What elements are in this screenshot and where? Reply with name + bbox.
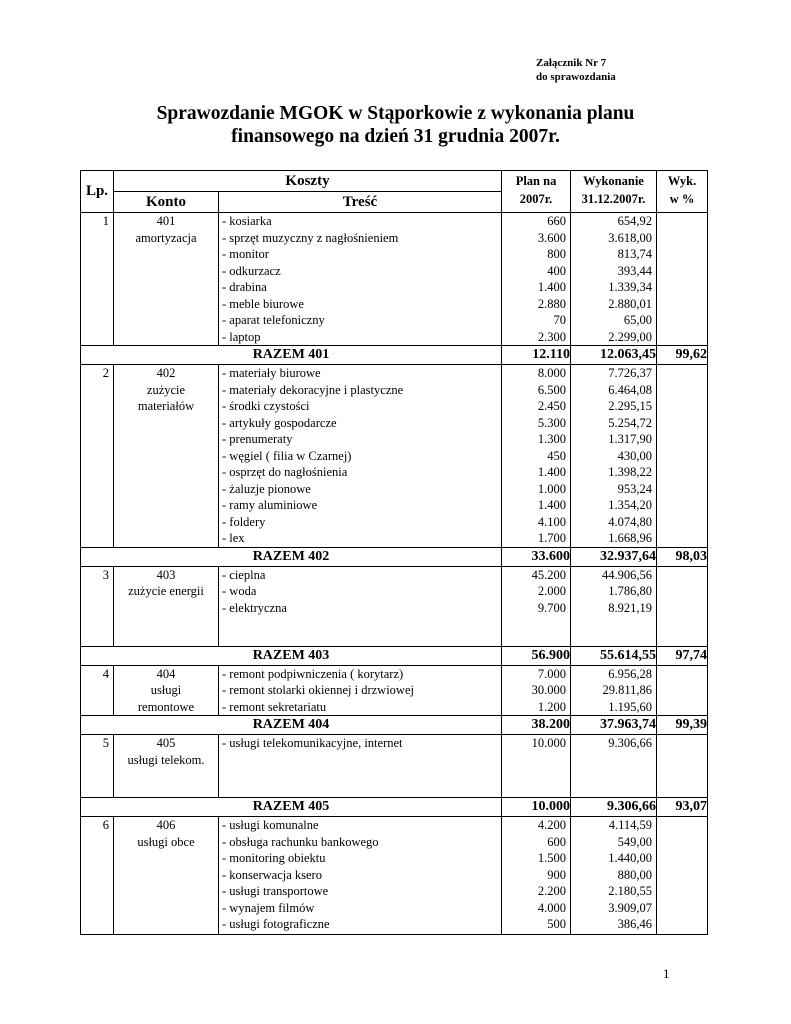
account-line: 402 (156, 366, 176, 380)
annex-line-1: Załącznik Nr 7 (536, 57, 607, 69)
item-description: - aparat telefoniczny (222, 313, 325, 327)
item-description: - usługi komunalne (222, 818, 319, 832)
item-plan: 800 (547, 247, 567, 261)
item-execution: 9.306,66 (608, 736, 653, 750)
plan-cell (502, 566, 571, 646)
description-cell (219, 365, 502, 548)
item-plan: 70 (553, 313, 567, 327)
item-execution: 1.339,34 (608, 280, 653, 294)
account-cell (114, 213, 219, 346)
header-account: Konto (114, 192, 219, 213)
total-row (81, 716, 708, 735)
item-plan: 9.700 (537, 600, 567, 615)
item-plan: 2.200 (537, 884, 567, 898)
total-plan: 12.110 (502, 346, 571, 365)
item-plan: 10.000 (531, 736, 567, 750)
item-execution: 2.299,00 (608, 329, 653, 344)
header-percent (657, 171, 708, 213)
description-cell (219, 213, 502, 346)
header-plan (502, 171, 571, 213)
item-plan: 1.700 (537, 531, 567, 545)
total-percent: 93,07 (657, 798, 708, 817)
item-execution: 44.906,56 (602, 567, 653, 582)
account-cell (114, 665, 219, 716)
execution-cell (571, 213, 657, 346)
item-plan: 4.100 (537, 514, 567, 529)
item-plan: 2.450 (537, 399, 567, 413)
total-label: RAZEM 405 (81, 798, 502, 817)
item-plan: 30.000 (531, 683, 567, 697)
item-execution: 813,74 (617, 247, 653, 261)
total-label: RAZEM 403 (81, 646, 502, 665)
total-row (81, 798, 708, 817)
item-description: - remont sekretariatu (222, 699, 327, 714)
percent-cell (657, 566, 708, 646)
percent-cell (657, 817, 708, 935)
item-description: - ramy aluminiowe (222, 498, 318, 512)
item-execution: 393,44 (617, 263, 653, 278)
item-execution: 1.668,96 (608, 531, 653, 545)
plan-cell (502, 735, 571, 798)
execution-cell (571, 735, 657, 798)
item-description: - remont podpiwniczenia ( korytarz) (222, 666, 404, 681)
section-row (81, 365, 708, 548)
item-description: - foldery (222, 514, 266, 529)
row-number-value: 1 (102, 214, 109, 228)
row-number-value: 2 (102, 366, 109, 380)
item-description: - odkurzacz (222, 263, 281, 278)
account-line: zużycie (146, 382, 186, 397)
item-description: - konserwacja ksero (222, 867, 322, 882)
item-description: - prenumeraty (222, 432, 293, 446)
item-execution: 29.811,86 (602, 683, 653, 697)
item-execution: 4.074,80 (608, 514, 653, 529)
total-plan: 10.000 (502, 798, 571, 817)
percent-cell (657, 213, 708, 346)
section-row (81, 566, 708, 646)
item-execution: 3.909,07 (608, 900, 653, 915)
execution-cell (571, 665, 657, 716)
description-cell (219, 817, 502, 935)
item-plan: 1.400 (537, 498, 567, 512)
item-plan: 600 (547, 834, 567, 849)
section-row (81, 817, 708, 935)
item-execution: 5.254,72 (608, 415, 653, 430)
description-cell (219, 566, 502, 646)
total-execution: 9.306,66 (571, 798, 657, 817)
item-description: - cieplna (222, 567, 266, 582)
account-line: usługi telekom. (127, 752, 205, 767)
item-description: - węgiel ( filia w Czarnej) (222, 448, 352, 463)
title-line-2: finansowego na dzień 31 grudnia 2007r. (231, 126, 560, 147)
item-description: - wynajem filmów (222, 900, 315, 915)
account-line: 401 (156, 214, 176, 228)
item-plan: 1.200 (537, 699, 567, 714)
item-plan: 5.300 (537, 415, 567, 430)
item-execution: 8.921,19 (608, 600, 653, 615)
item-plan: 660 (547, 214, 567, 228)
item-description: - sprzęt muzyczny z nagłośnieniem (222, 230, 399, 245)
total-row (81, 346, 708, 365)
account-cell (114, 566, 219, 646)
item-description: - usługi telekomunikacyjne, internet (222, 736, 403, 750)
item-description: - drabina (222, 280, 267, 294)
item-execution: 6.464,08 (608, 382, 653, 397)
item-execution: 430,00 (617, 448, 653, 463)
item-execution: 4.114,59 (608, 818, 653, 832)
item-execution: 1.195,60 (608, 699, 653, 714)
item-description: - materiały dekoracyjne i plastyczne (222, 382, 404, 397)
header-costs: Koszty (114, 171, 502, 192)
total-plan: 56.900 (502, 646, 571, 665)
title-line-1: Sprawozdanie MGOK w Stąporkowie z wykonania planu (156, 103, 635, 124)
total-label: RAZEM 404 (81, 716, 502, 735)
row-number (81, 566, 114, 646)
header-lp: Lp. (81, 171, 114, 213)
total-execution: 12.063,45 (571, 346, 657, 365)
item-description: - laptop (222, 329, 261, 344)
item-execution: 1.440,00 (608, 851, 653, 865)
item-plan: 8.000 (537, 366, 567, 380)
header-execution (571, 171, 657, 213)
item-plan: 7.000 (537, 666, 567, 681)
item-description: - usługi transportowe (222, 884, 329, 898)
item-execution: 2.880,01 (608, 296, 653, 311)
total-plan: 38.200 (502, 716, 571, 735)
item-execution: 2.295,15 (608, 399, 653, 413)
item-description: - monitoring obiektu (222, 851, 326, 865)
row-number-value: 5 (102, 736, 109, 750)
item-description: - meble biurowe (222, 296, 304, 311)
section-row (81, 213, 708, 346)
plan-cell (502, 817, 571, 935)
total-execution: 32.937,64 (571, 547, 657, 566)
item-plan: 1.400 (537, 465, 567, 479)
header-execution-line-2: 31.12.2007r. (581, 192, 646, 206)
header-execution-line-1: Wykonanie (583, 174, 644, 188)
annex-label (536, 56, 616, 84)
total-label: RAZEM 401 (81, 346, 502, 365)
item-description: - remont stolarki okiennej i drzwiowej (222, 683, 414, 697)
item-description: - woda (222, 584, 257, 598)
item-description: - żaluzje pionowe (222, 481, 311, 496)
header-percent-line-2: w % (669, 192, 695, 206)
item-execution: 1.786,80 (608, 584, 653, 598)
item-execution: 1.354,20 (608, 498, 653, 512)
total-execution: 37.963,74 (571, 716, 657, 735)
item-plan: 2.000 (537, 584, 567, 598)
page-number: 1 (663, 966, 670, 981)
section-row (81, 665, 708, 716)
item-plan: 4.000 (537, 900, 567, 915)
item-plan: 400 (547, 263, 567, 278)
account-line: materiałów (137, 399, 195, 413)
total-percent: 99,62 (657, 346, 708, 365)
item-execution: 2.180,55 (608, 884, 653, 898)
row-number-value: 3 (102, 567, 109, 582)
item-plan: 4.200 (537, 818, 567, 832)
item-execution: 1.317,90 (608, 432, 653, 446)
item-execution: 654,92 (617, 214, 653, 228)
account-cell (114, 735, 219, 798)
item-plan: 500 (547, 917, 567, 931)
item-execution: 6.956,28 (608, 666, 653, 681)
item-plan: 1.000 (537, 481, 567, 496)
item-plan: 2.300 (537, 329, 567, 344)
total-percent: 99,39 (657, 716, 708, 735)
execution-cell (571, 365, 657, 548)
item-plan: 1.500 (537, 851, 567, 865)
header-plan-line-1: Plan na (515, 174, 557, 188)
item-description: - lex (222, 531, 245, 545)
account-line: 405 (156, 736, 176, 750)
account-line: amortyzacja (135, 230, 197, 245)
item-plan: 3.600 (537, 230, 567, 245)
percent-cell (657, 735, 708, 798)
item-description: - obsługa rachunku bankowego (222, 834, 379, 849)
item-description: - osprzęt do nagłośnienia (222, 465, 348, 479)
total-plan: 33.600 (502, 547, 571, 566)
financial-report-table (80, 170, 708, 935)
annex-line-2: do sprawozdania (536, 71, 616, 83)
section-row (81, 735, 708, 798)
report-body (81, 213, 708, 935)
item-plan: 6.500 (537, 382, 567, 397)
total-row (81, 547, 708, 566)
account-cell (114, 817, 219, 935)
item-execution: 953,24 (617, 481, 653, 496)
plan-cell (502, 665, 571, 716)
item-description: - kosiarka (222, 214, 272, 228)
header-plan-line-2: 2007r. (519, 192, 553, 206)
item-execution: 386,46 (617, 917, 653, 931)
execution-cell (571, 566, 657, 646)
item-plan: 2.880 (537, 296, 567, 311)
account-line: usługi obce (137, 834, 195, 849)
item-execution: 3.618,00 (608, 230, 653, 245)
account-line: 404 (156, 666, 176, 681)
account-cell (114, 365, 219, 548)
item-execution: 65,00 (623, 313, 653, 327)
item-execution: 549,00 (617, 834, 653, 849)
item-plan: 1.300 (537, 432, 567, 446)
row-number (81, 665, 114, 716)
plan-cell (502, 365, 571, 548)
description-cell (219, 735, 502, 798)
item-plan: 450 (547, 448, 567, 463)
total-row (81, 646, 708, 665)
row-number (81, 365, 114, 548)
row-number-value: 4 (102, 666, 109, 681)
item-plan: 900 (547, 867, 567, 882)
plan-cell (502, 213, 571, 346)
item-description: - materiały biurowe (222, 366, 321, 380)
item-description: - usługi fotograficzne (222, 917, 330, 931)
account-line: remontowe (137, 699, 195, 714)
account-line: 403 (156, 567, 176, 582)
item-description: - środki czystości (222, 399, 310, 413)
total-percent: 98,03 (657, 547, 708, 566)
total-percent: 97,74 (657, 646, 708, 665)
row-number-value: 6 (102, 818, 109, 832)
item-description: - monitor (222, 247, 269, 261)
item-execution: 7.726,37 (608, 366, 653, 380)
percent-cell (657, 365, 708, 548)
item-description: - elektryczna (222, 600, 287, 615)
page-title (0, 102, 791, 148)
percent-cell (657, 665, 708, 716)
description-cell (219, 665, 502, 716)
item-plan: 45.200 (531, 567, 567, 582)
total-label: RAZEM 402 (81, 547, 502, 566)
row-number (81, 735, 114, 798)
header-percent-line-1: Wyk. (667, 174, 697, 188)
account-line: 406 (156, 818, 176, 832)
row-number (81, 817, 114, 935)
item-plan: 1.400 (537, 280, 567, 294)
account-line: usługi (150, 683, 182, 697)
item-execution: 880,00 (617, 867, 653, 882)
header-content: Treść (219, 192, 502, 213)
total-execution: 55.614,55 (571, 646, 657, 665)
account-line: zużycie energii (128, 584, 204, 598)
item-execution: 1.398,22 (608, 465, 653, 479)
row-number (81, 213, 114, 346)
execution-cell (571, 817, 657, 935)
item-description: - artykuły gospodarcze (222, 415, 337, 430)
